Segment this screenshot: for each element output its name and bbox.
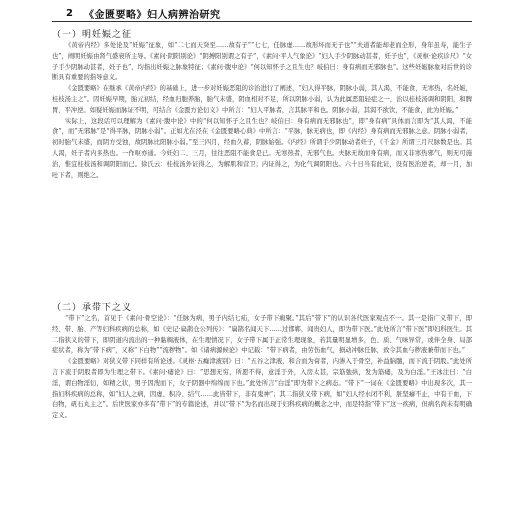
- paragraph: 《金匮要略》在继承《黄帝内经》的基础上，进一步对妊娠恶阻的诊治进行了阐述，“妇人得平脉，阴脉小弱，其人渴，不能食，无寒热，名妊娠，桂枝汤主之”。因妊娠早期，胎元初结，经血归胞养胎，胎气未盛，阴血相对不足，所以阴脉小弱，认为此属恶阻轻症之一，治以桂枝汤调和阴阳，和脾胃，平冲逆。如疑妊娠而脉证不明，可结合《金匮方论衍义》中所言：“妇人平脉者，言其脉平和也。阴脉小弱，其渴不欲饮，不能食，此为妊娠。”: [52, 85, 472, 114]
- page-number: 2: [66, 7, 73, 19]
- running-header: [52, 6, 470, 20]
- section-body-leukorrhea: [52, 314, 472, 516]
- header-rule: [52, 21, 472, 22]
- paragraph: 《黄帝内经》多处论及“妊娠”征象，如“二七而天癸至……故有子”“七七，任脉虚……故形坏而无子也”“夫道者能却老而全形，身年虽寿，能生子也”，阐明妊娠由肾气盛衰所主导。《素问·阴阳别论》“阴搏阳别谓之有子”，《素问·平人气象论》“妇人手少阴脉动甚者，妊子也”，《灵枢·论疾诊尺》“女子手少阴脉动甚者，妊子也”，均指出妊娠之脉象特征；《素问·腹中论》“何以知怀子之且生也？岐伯曰：身有病而无邪脉也”。这些妊娠脉象对后世的诊断具有重要的指导意义。: [52, 42, 472, 82]
- paragraph: “带下”之名，首见于《素问·骨空论》：“任脉为病，男子内结七疝，女子带下瘕聚。”其后“带下”的认识各代医家观点不一。其一是指广义带下，即经、带、胎、产等妇科疾病的总称，如《史记·扁鹊仓公列传》：“扁鹊名闻天下……过邯郸，闻贵妇人，即为带下医。”此处所言“带下医”即妇科医生。其二指狭义的带下，即阴道内流出的一种黏稠液体，在生理情况下，女子带下属于正常生理现象，若其量明显增多，色、质、气味异常，或伴全身、局部症状者，称为“带下病”，又称“下白物”“流秽物”。如《诸病源候论》中记载：“带下病者，由劳伤血气，损动冲脉任脉，致令其血与秽液兼带而下也。”: [52, 315, 472, 355]
- section-heading-pregnancy-signs: （一）明妊娠之征: [52, 30, 133, 40]
- section-body-pregnancy-signs: [52, 41, 472, 293]
- book-title: 《金匮要略》妇人病辨治研究: [84, 9, 221, 21]
- section-heading-leukorrhea: （二）承带下之义: [52, 303, 133, 313]
- paragraph: 实际上，这段话可以理解为《素问·腹中论》中的“何以知怀子之且生也？岐伯曰：身有病而无邪脉也”，即“身有病”具体而言即为“其人渴，不能食”，而“无邪脉”是“得平脉，阴脉小弱”。正如尤在泾在《金匮要略心典》中所言：“平脉，脉无病也，即《内经》身有病而无邪脉之意。阴脉小弱者，初时胎气未盛，而阴方受蚀，故阴脉比阳脉小弱。”至三四月，经血久蓄，阴脉始强。《内经》所谓手少阴脉动者妊子，《千金》所谓三月尺脉数是也。其人渴，妊子者内多热也。一作呕亦通。今妊妇二、三月，往往恶阻不能食是已。无寒热者，无邪气也。夫脉无故而身有病，而又非寒热邪气，则无可施治，惟宜桂枝汤和调阴阳而已。徐氏云：桂枝汤外证得之，为解肌和营卫；内证得之，为化气调阴阳也。六十日当有此证，设有医治逆者，却一月，加吐下者，则绝之。: [52, 117, 472, 179]
- paragraph: 《金匮要略》对狭义带下同样有所论述。《灵枢·五癃津液别》曰：“五谷之津液，和合而为膏者，内渗入于骨空，补益脑髓，而下流于阴股。”此处所言下流于阴股者即为生理之带下。《素问·痿论》曰：“思想无穷，所愿不得，意淫于外，入房太甚，宗筋弛纵，发为筋痿，及为白淫。”王冰注曰：“白淫，谓白物淫衍，如精之状，男子因溲而下，女子阴器中绵绵而下也。”此处所言“白淫”即为带下之病态。“带下”一词在《金匮要略》中出现多次，其一指妇科疾病的总称，如“妇人之病，因虚、积冷、结气……此皆带下，非有鬼神”；其二指狭义带下病，如“妇人经水闭不利，脏坚癖不止，中有干血，下白物，矾石丸主之”。后世医家亦多有“带下”的专篇论述，并以“带下”为名而出现于妇科疾病的概念之中，而是特指“带下”这一疾病，但病名尚未有明确定义。: [52, 358, 472, 420]
